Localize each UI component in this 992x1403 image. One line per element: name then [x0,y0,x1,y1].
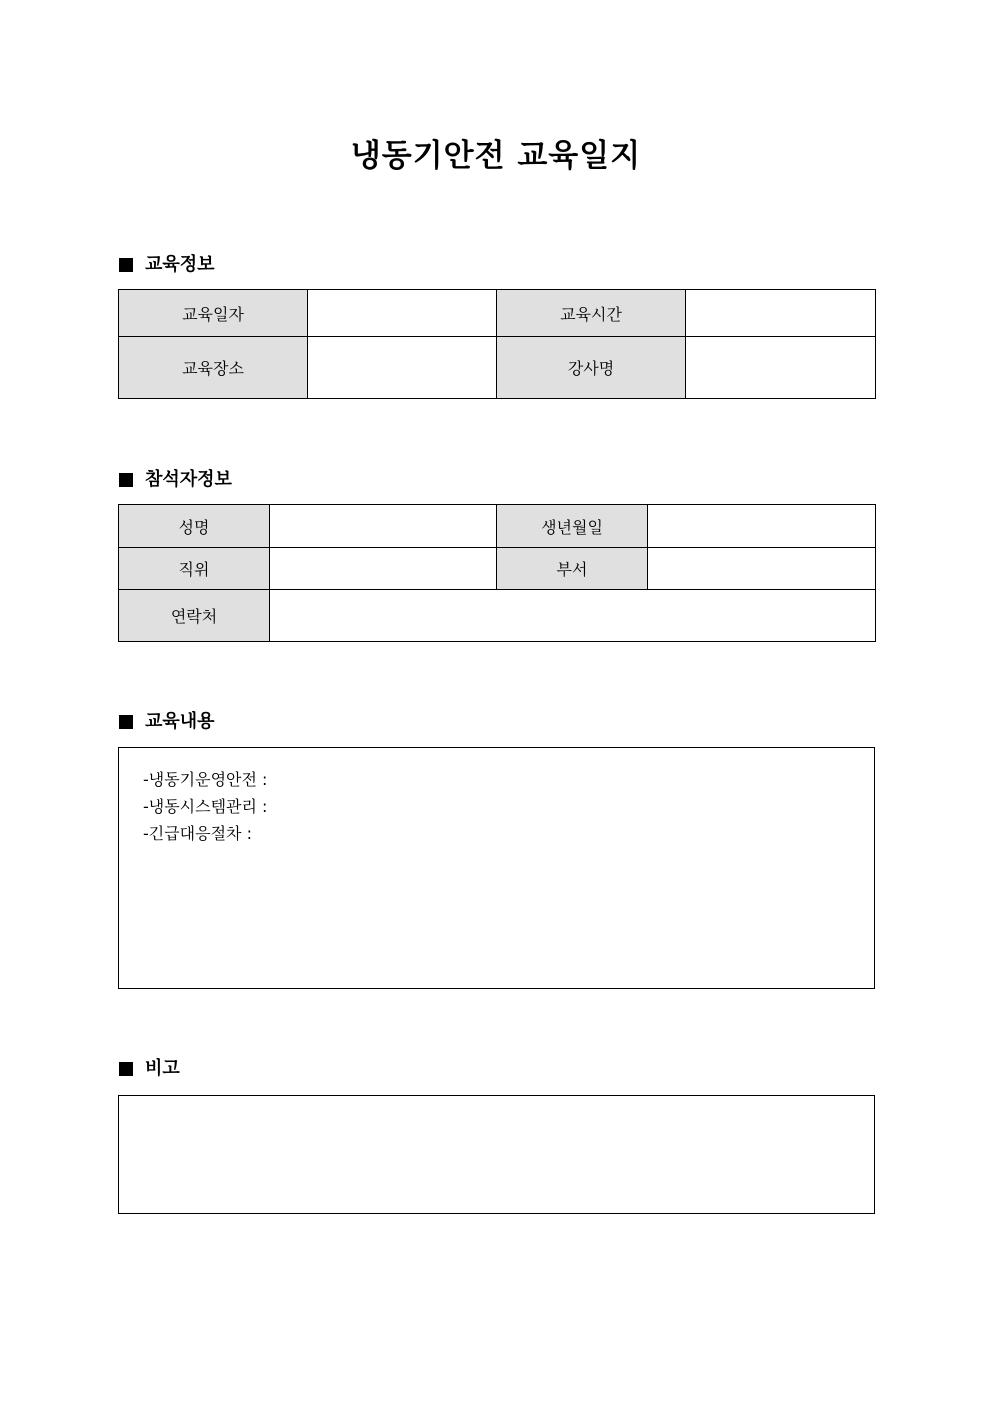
document-title: 냉동기안전 교육일지 [350,138,642,174]
section-heading-education-info [119,252,215,278]
section-heading-label: 교육정보 [145,254,215,275]
square-bullet-icon [119,715,133,729]
field-birthdate[interactable] [648,505,876,548]
content-line: -냉동시스템관리 : [143,797,268,816]
label-contact: 연락처 [119,590,270,642]
field-education-date[interactable] [308,290,497,337]
field-position[interactable] [270,548,497,590]
remarks-box[interactable] [118,1095,875,1214]
label-department: 부서 [497,548,648,590]
label-birthdate: 생년월일 [497,505,648,548]
education-content-box[interactable] [118,747,875,989]
section-heading-label: 교육내용 [145,711,215,732]
attendee-info-table [118,504,876,642]
section-heading-label: 비고 [145,1058,180,1079]
section-heading-attendee-info [119,467,232,493]
section-heading-education-content [119,709,215,735]
content-line: -긴급대응절차 : [143,824,252,843]
field-department[interactable] [648,548,876,590]
section-heading-remarks [119,1056,180,1082]
label-education-time: 교육시간 [497,290,686,337]
field-name[interactable] [270,505,497,548]
education-info-table [118,289,876,399]
label-instructor-name: 강사명 [497,337,686,399]
table-row [119,290,876,337]
label-position: 직위 [119,548,270,590]
table-row [119,337,876,399]
table-row [119,505,876,548]
field-contact[interactable] [270,590,876,642]
field-education-time[interactable] [686,290,876,337]
content-line: -냉동기운영안전 : [143,770,268,789]
label-name: 성명 [119,505,270,548]
label-education-date: 교육일자 [119,290,308,337]
table-row [119,548,876,590]
square-bullet-icon [119,473,133,487]
square-bullet-icon [119,258,133,272]
remarks-value [119,1096,874,1114]
field-instructor-name[interactable] [686,337,876,399]
field-education-place[interactable] [308,337,497,399]
table-row [119,590,876,642]
education-content-lines [119,748,874,847]
square-bullet-icon [119,1062,133,1076]
section-heading-label: 참석자정보 [145,469,232,490]
label-education-place: 교육장소 [119,337,308,399]
